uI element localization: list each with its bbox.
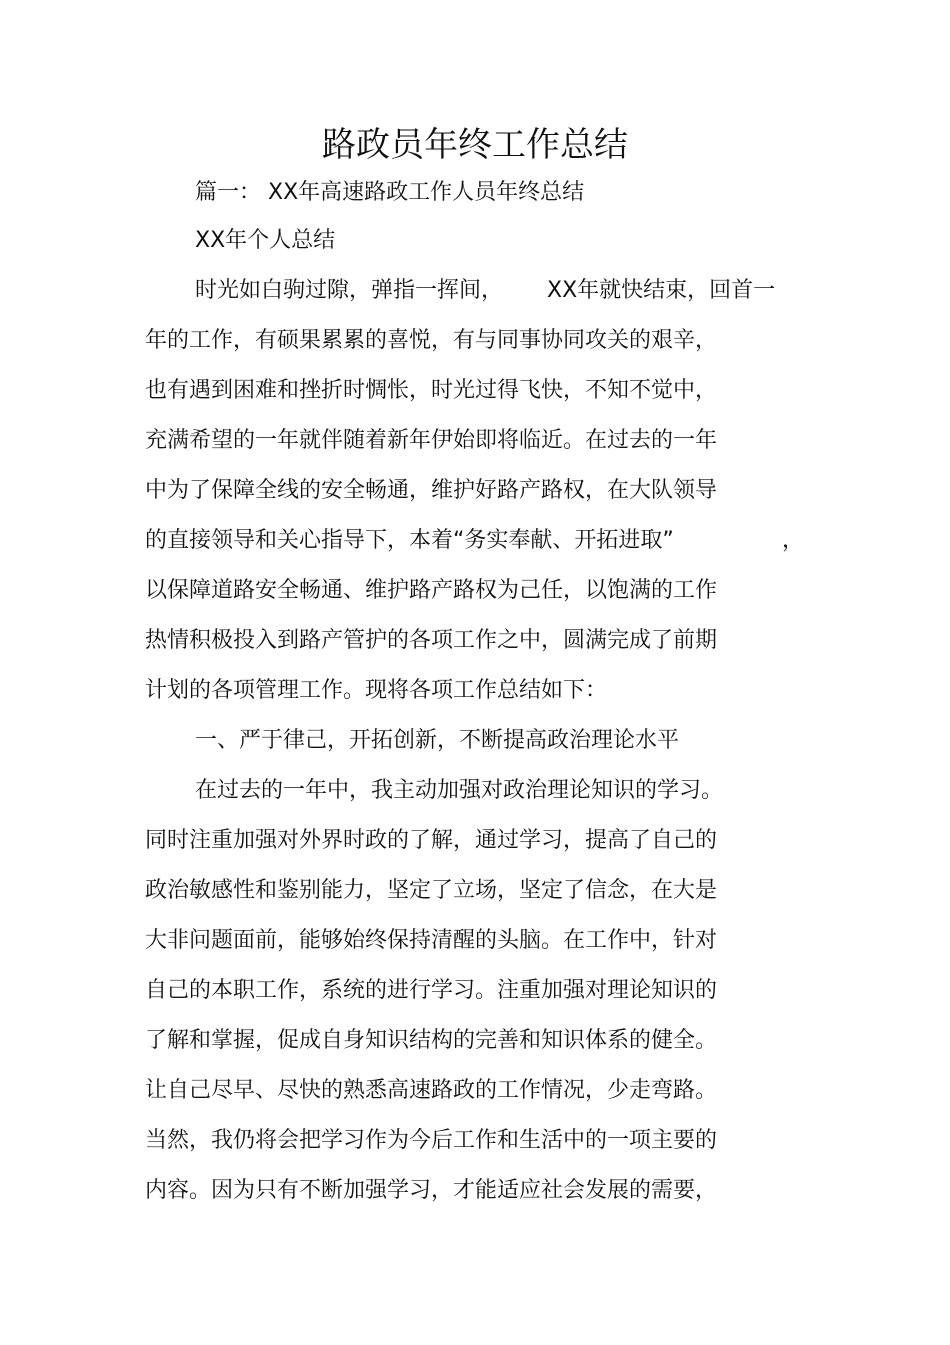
paragraph-line: 了解和掌握，促成自身知识结构的完善和知识体系的健全。 xyxy=(145,1028,718,1053)
paragraph-line xyxy=(195,276,835,306)
paragraph-line: 计划的各项管理工作。现将各项工作总结如下： xyxy=(145,678,608,703)
paragraph-line: 以保障道路安全畅通、维护路产路权为己任，以饱满的工作 xyxy=(145,578,718,603)
paragraph-line-segment: XX年就快结束，回首一 xyxy=(547,278,776,303)
article-subheading: XX年个人总结 xyxy=(195,228,336,253)
paragraph-line: 自己的本职工作，系统的进行学习。注重加强对理论知识的 xyxy=(145,978,718,1003)
article-heading: 篇一： XX年高速路政工作人员年终总结 xyxy=(195,180,585,205)
paragraph-line: 当然，我仍将会把学习作为今后工作和生活中的一项主要的 xyxy=(145,1128,718,1153)
paragraph-line xyxy=(145,526,805,556)
paragraph-line: 同时注重加强对外界时政的了解，通过学习，提高了自己的 xyxy=(145,828,718,853)
paragraph-line: 政治敏感性和鉴别能力，坚定了立场，坚定了信念，在大是 xyxy=(145,878,718,903)
paragraph-line: 年的工作，有硕果累累的喜悦，有与同事协同攻关的艰辛， xyxy=(145,328,718,353)
document-title: 路政员年终工作总结 xyxy=(322,125,628,165)
paragraph-line: 大非问题面前，能够始终保持清醒的头脑。在工作中，针对 xyxy=(145,928,718,953)
paragraph-line-segment: ， xyxy=(782,528,805,553)
paragraph-line: 内容。因为只有不断加强学习，才能适应社会发展的需要， xyxy=(145,1178,718,1203)
paragraph-line: 在过去的一年中，我主动加强对政治理论知识的学习。 xyxy=(195,778,724,803)
paragraph-line: 充满希望的一年就伴随着新年伊始即将临近。在过去的一年 xyxy=(145,428,718,453)
paragraph-line: 也有遇到困难和挫折时惆怅，时光过得飞快，不知不觉中， xyxy=(145,378,718,403)
section-heading: 一、严于律己，开拓创新，不断提高政治理论水平 xyxy=(195,728,680,753)
paragraph-line-segment: 的直接领导和关心指导下，本着“务实奉献、开拓进取” xyxy=(145,528,674,553)
paragraph-line: 热情积极投入到路产管护的各项工作之中，圆满完成了前期 xyxy=(145,628,718,653)
paragraph-line: 中为了保障全线的安全畅通，维护好路产路权，在大队领导 xyxy=(145,478,718,503)
paragraph-line: 让自己尽早、尽快的熟悉高速路政的工作情况，少走弯路。 xyxy=(145,1078,718,1103)
paragraph-line-segment: 时光如白驹过隙，弹指一挥间， xyxy=(195,278,504,303)
